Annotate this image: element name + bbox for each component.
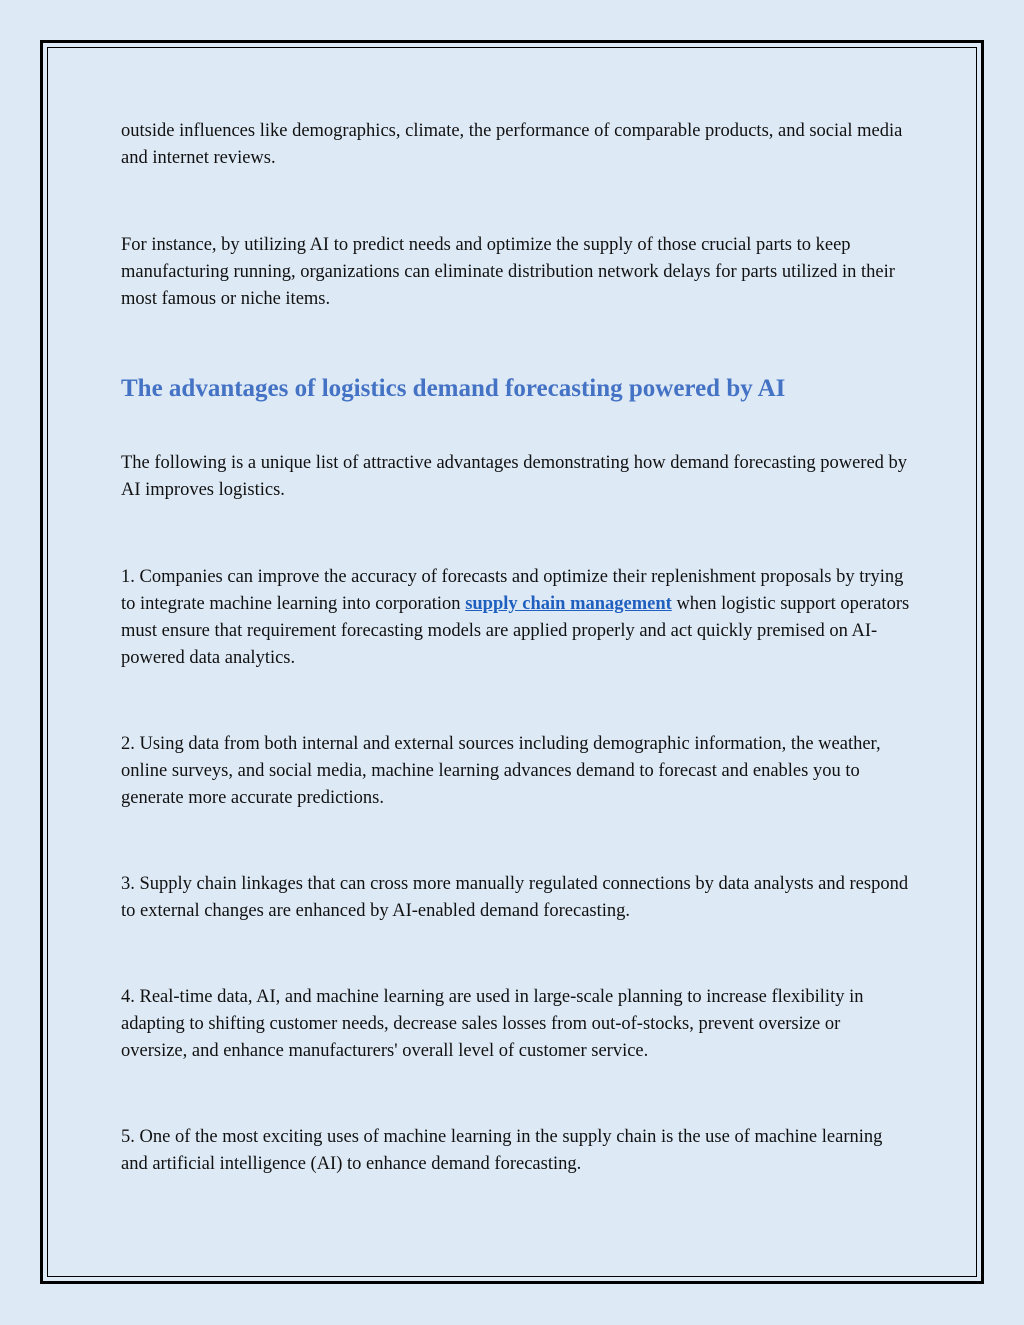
list-item-4: 4. Real-time data, AI, and machine learning are used in large-scale planning to increase flexibility in adapting to shifting customer needs, decrease sales losses from out-of-stocks, prevent oversize or oversize, and enhance manufacturers' overall level of customer service. [121, 987, 864, 1061]
list-item-1 [121, 564, 911, 672]
supply-chain-management-link[interactable]: supply chain management [465, 594, 672, 614]
paragraph-list-intro: The following is a unique list of attractive advantages demonstrating how demand forecasting powered by AI improves logistics. [121, 453, 908, 500]
list-item-1-text-after: when logistic support operators must ensure that requirement forecasting models are applied properly and act quickly premised on AI-powered data analytics. [121, 594, 910, 668]
list-item-5: 5. One of the most exciting uses of machine learning in the supply chain is the use of machine learning and artificial intelligence (AI) to enhance demand forecasting. [121, 1127, 883, 1174]
paragraph-intro-continued: outside influences like demographics, climate, the performance of comparable products, and social media and internet reviews. [121, 121, 903, 168]
paragraph-instance: For instance, by utilizing AI to predict needs and optimize the supply of those crucial parts to keep manufacturing running, organizations can eliminate distribution network delays for parts utilized in their most famous or niche items. [121, 235, 895, 309]
section-heading: The advantages of logistics demand forecasting powered by AI [121, 375, 786, 402]
list-item-1-text-before: 1. Companies can improve the accuracy of forecasts and optimize their replenishment proposals by trying to integrate machine learning into corporation [121, 567, 904, 614]
list-item-3: 3. Supply chain linkages that can cross more manually regulated connections by data analysts and respond to external changes are enhanced by AI-enabled demand forecasting. [121, 874, 909, 921]
list-item-2: 2. Using data from both internal and external sources including demographic information, the weather, online surveys, and social media, machine learning advances demand to forecast and enables you to generate more accurate predictions. [121, 734, 881, 808]
